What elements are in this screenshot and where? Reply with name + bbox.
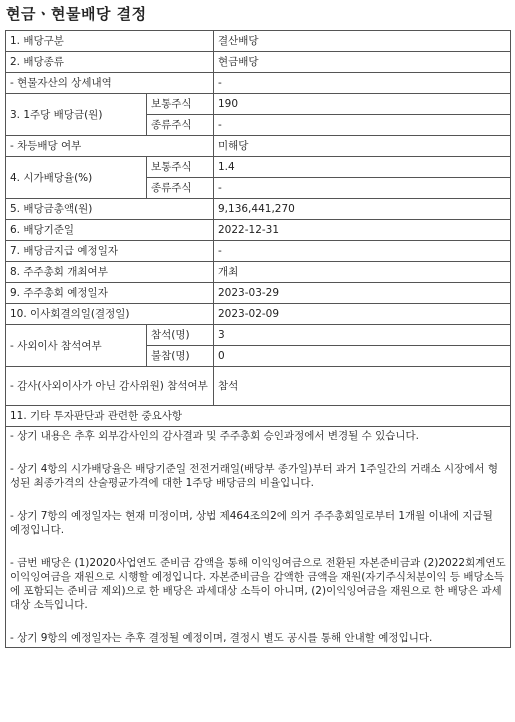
absent-value: 0	[214, 346, 511, 367]
note-3: - 상기 7항의 예정일자는 현재 미정이며, 상법 제464조의2에 의거 주주총회일로부터 1개월 이내에 지급될 예정입니다.	[10, 510, 493, 536]
record-value: 2022-12-31	[214, 220, 511, 241]
dps-common-value: 190	[214, 94, 511, 115]
diff-label: - 차등배당 여부	[6, 136, 214, 157]
note-1: - 상기 내용은 추후 외부감사인의 감사결과 및 주주총회 승인과정에서 변경될 수 있습니다.	[10, 430, 419, 442]
row-div-kind	[6, 52, 511, 73]
div-type-label: 1. 배당구분	[6, 31, 214, 52]
yield-class-label: 종류주식	[147, 178, 214, 199]
agm-date-value: 2023-03-29	[214, 283, 511, 304]
yield-label: 4. 시가배당율(%)	[6, 157, 147, 199]
row-auditor	[6, 367, 511, 406]
row-diff	[6, 136, 511, 157]
row-div-type	[6, 31, 511, 52]
div-kind-value: 현금배당	[214, 52, 511, 73]
notes-cell	[6, 427, 511, 648]
absent-label: 불참(명)	[147, 346, 214, 367]
board-label: 10. 이사회결의일(결정일)	[6, 304, 214, 325]
row-notes	[6, 427, 511, 648]
agm-value: 개최	[214, 262, 511, 283]
agm-date-label: 9. 주주총회 예정일자	[6, 283, 214, 304]
pay-value: -	[214, 241, 511, 262]
row-agm-date	[6, 283, 511, 304]
yield-common-label: 보통주식	[147, 157, 214, 178]
auditor-value: 참석	[214, 367, 511, 406]
other-label: 11. 기타 투자판단과 관련한 중요사항	[6, 406, 511, 427]
row-agm	[6, 262, 511, 283]
dps-class-value: -	[214, 115, 511, 136]
row-dps-common	[6, 94, 511, 115]
row-present	[6, 325, 511, 346]
total-label: 5. 배당금총액(원)	[6, 199, 214, 220]
row-yield-common	[6, 157, 511, 178]
note-2: - 상기 4항의 시가배당율은 배당기준일 전전거래일(배당부 종가일)부터 과거 1주일간의 거래소 시장에서 형성된 최종가격의 산술평균가격에 대한 1주당 배당금의 비율입니다.	[10, 463, 499, 489]
record-label: 6. 배당기준일	[6, 220, 214, 241]
div-type-value: 결산배당	[214, 31, 511, 52]
disclosure-table	[5, 30, 511, 648]
dps-label: 3. 1주당 배당금(원)	[6, 94, 147, 136]
row-other	[6, 406, 511, 427]
present-value: 3	[214, 325, 511, 346]
total-value: 9,136,441,270	[214, 199, 511, 220]
row-record	[6, 220, 511, 241]
board-value: 2023-02-09	[214, 304, 511, 325]
present-label: 참석(명)	[147, 325, 214, 346]
page-title: 현금ㆍ현물배당 결정	[6, 5, 147, 23]
row-total	[6, 199, 511, 220]
row-board	[6, 304, 511, 325]
row-pay	[6, 241, 511, 262]
pay-label: 7. 배당금지급 예정일자	[6, 241, 214, 262]
inkind-value: -	[214, 73, 511, 94]
row-inkind	[6, 73, 511, 94]
dps-common-label: 보통주식	[147, 94, 214, 115]
outside-director-label: - 사외이사 참석여부	[6, 325, 147, 367]
yield-class-value: -	[214, 178, 511, 199]
note-4: - 금번 배당은 (1)2020사업연도 준비금 감액을 통해 이익잉여금으로 전환된 자본준비금과 (2)2022회계연도 이익잉여금을 재원으로 시행할 예정입니다. 자본준비금을 감액한 금액을 재원(자기주식처분이익 등 배당소득에 포함되는 준비금 제외)으로 한 배당은 과세대상 소득이 아니며, (2)이익잉여금을 재원으로 한 배당은 과세 대상 소득입니다.	[10, 557, 506, 611]
div-kind-label: 2. 배당종류	[6, 52, 214, 73]
note-5: - 상기 9항의 예정일자는 추후 결정될 예정이며, 결정시 별도 공시를 통해 안내할 예정입니다.	[10, 632, 433, 644]
inkind-label: - 현물자산의 상세내역	[6, 73, 214, 94]
diff-value: 미해당	[214, 136, 511, 157]
dps-class-label: 종류주식	[147, 115, 214, 136]
agm-label: 8. 주주총회 개최여부	[6, 262, 214, 283]
auditor-label: - 감사(사외이사가 아닌 감사위원) 참석여부	[6, 367, 214, 406]
yield-common-value: 1.4	[214, 157, 511, 178]
